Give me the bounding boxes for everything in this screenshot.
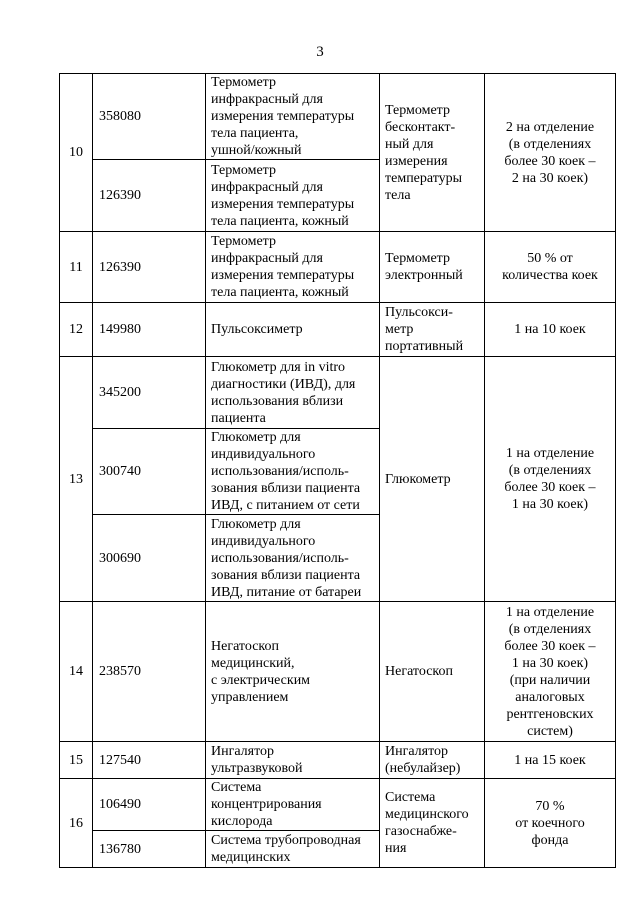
quantity: 1 на 15 коек	[485, 742, 616, 779]
table-row	[60, 742, 616, 779]
row-number: 11	[60, 232, 93, 303]
quantity: 50 % от количества коек	[485, 232, 616, 303]
table-row	[60, 779, 616, 831]
item-code: 300690	[93, 515, 206, 602]
row-number: 13	[60, 357, 93, 602]
row-number: 15	[60, 742, 93, 779]
row-number: 16	[60, 779, 93, 868]
item-name: Термометр инфракрасный для измерения температуры тела пациента, кожный	[206, 160, 380, 232]
item-code: 106490	[93, 779, 206, 831]
quantity: 2 на отделение (в отделениях более 30 коек – 2 на 30 коек)	[485, 74, 616, 232]
item-name: Система трубопроводная медицинских	[206, 831, 380, 868]
item-name: Система концентрирования кислорода	[206, 779, 380, 831]
table-row	[60, 232, 616, 303]
table-row	[60, 74, 616, 160]
device-type: Негатоскоп	[380, 602, 485, 742]
quantity: 1 на 10 коек	[485, 303, 616, 357]
row-number: 14	[60, 602, 93, 742]
quantity: 70 % от коечного фонда	[485, 779, 616, 868]
item-name: Негатоскоп медицинский, с электрическим управлением	[206, 602, 380, 742]
table-row	[60, 303, 616, 357]
quantity: 1 на отделение (в отделениях более 30 коек – 1 на 30 коек) (при наличии аналоговых рентгеновских систем)	[485, 602, 616, 742]
device-type: Глюкометр	[380, 357, 485, 602]
page-number: 3	[316, 44, 324, 60]
row-number: 12	[60, 303, 93, 357]
item-name: Глюкометр для индивидуального использования/исполь- зования вблизи пациента ИВД, питание от батареи	[206, 515, 380, 602]
equipment-table	[59, 73, 616, 868]
device-type: Термометр бесконтакт- ный для измерения температуры тела	[380, 74, 485, 232]
item-name: Пульсоксиметр	[206, 303, 380, 357]
device-type: Термометр электронный	[380, 232, 485, 303]
item-code: 136780	[93, 831, 206, 868]
device-type: Ингалятор (небулайзер)	[380, 742, 485, 779]
item-name: Термометр инфракрасный для измерения температуры тела пациента, кожный	[206, 232, 380, 303]
table-row	[60, 602, 616, 742]
table-row	[60, 357, 616, 429]
item-code: 126390	[93, 160, 206, 232]
item-code: 345200	[93, 357, 206, 429]
row-number: 10	[60, 74, 93, 232]
item-name: Глюкометр для индивидуального использования/исполь- зования вблизи пациента ИВД, с питанием от сети	[206, 429, 380, 515]
item-code: 126390	[93, 232, 206, 303]
item-name: Термометр инфракрасный для измерения температуры тела пациента, ушной/кожный	[206, 74, 380, 160]
quantity: 1 на отделение (в отделениях более 30 коек – 1 на 30 коек)	[485, 357, 616, 602]
item-code: 127540	[93, 742, 206, 779]
device-type: Система медицинского газоснабже- ния	[380, 779, 485, 868]
item-code: 149980	[93, 303, 206, 357]
item-code: 238570	[93, 602, 206, 742]
device-type: Пульсокси- метр портативный	[380, 303, 485, 357]
item-code: 300740	[93, 429, 206, 515]
item-name: Глюкометр для in vitro диагностики (ИВД), для использования вблизи пациента	[206, 357, 380, 429]
item-name: Ингалятор ультразвуковой	[206, 742, 380, 779]
item-code: 358080	[93, 74, 206, 160]
